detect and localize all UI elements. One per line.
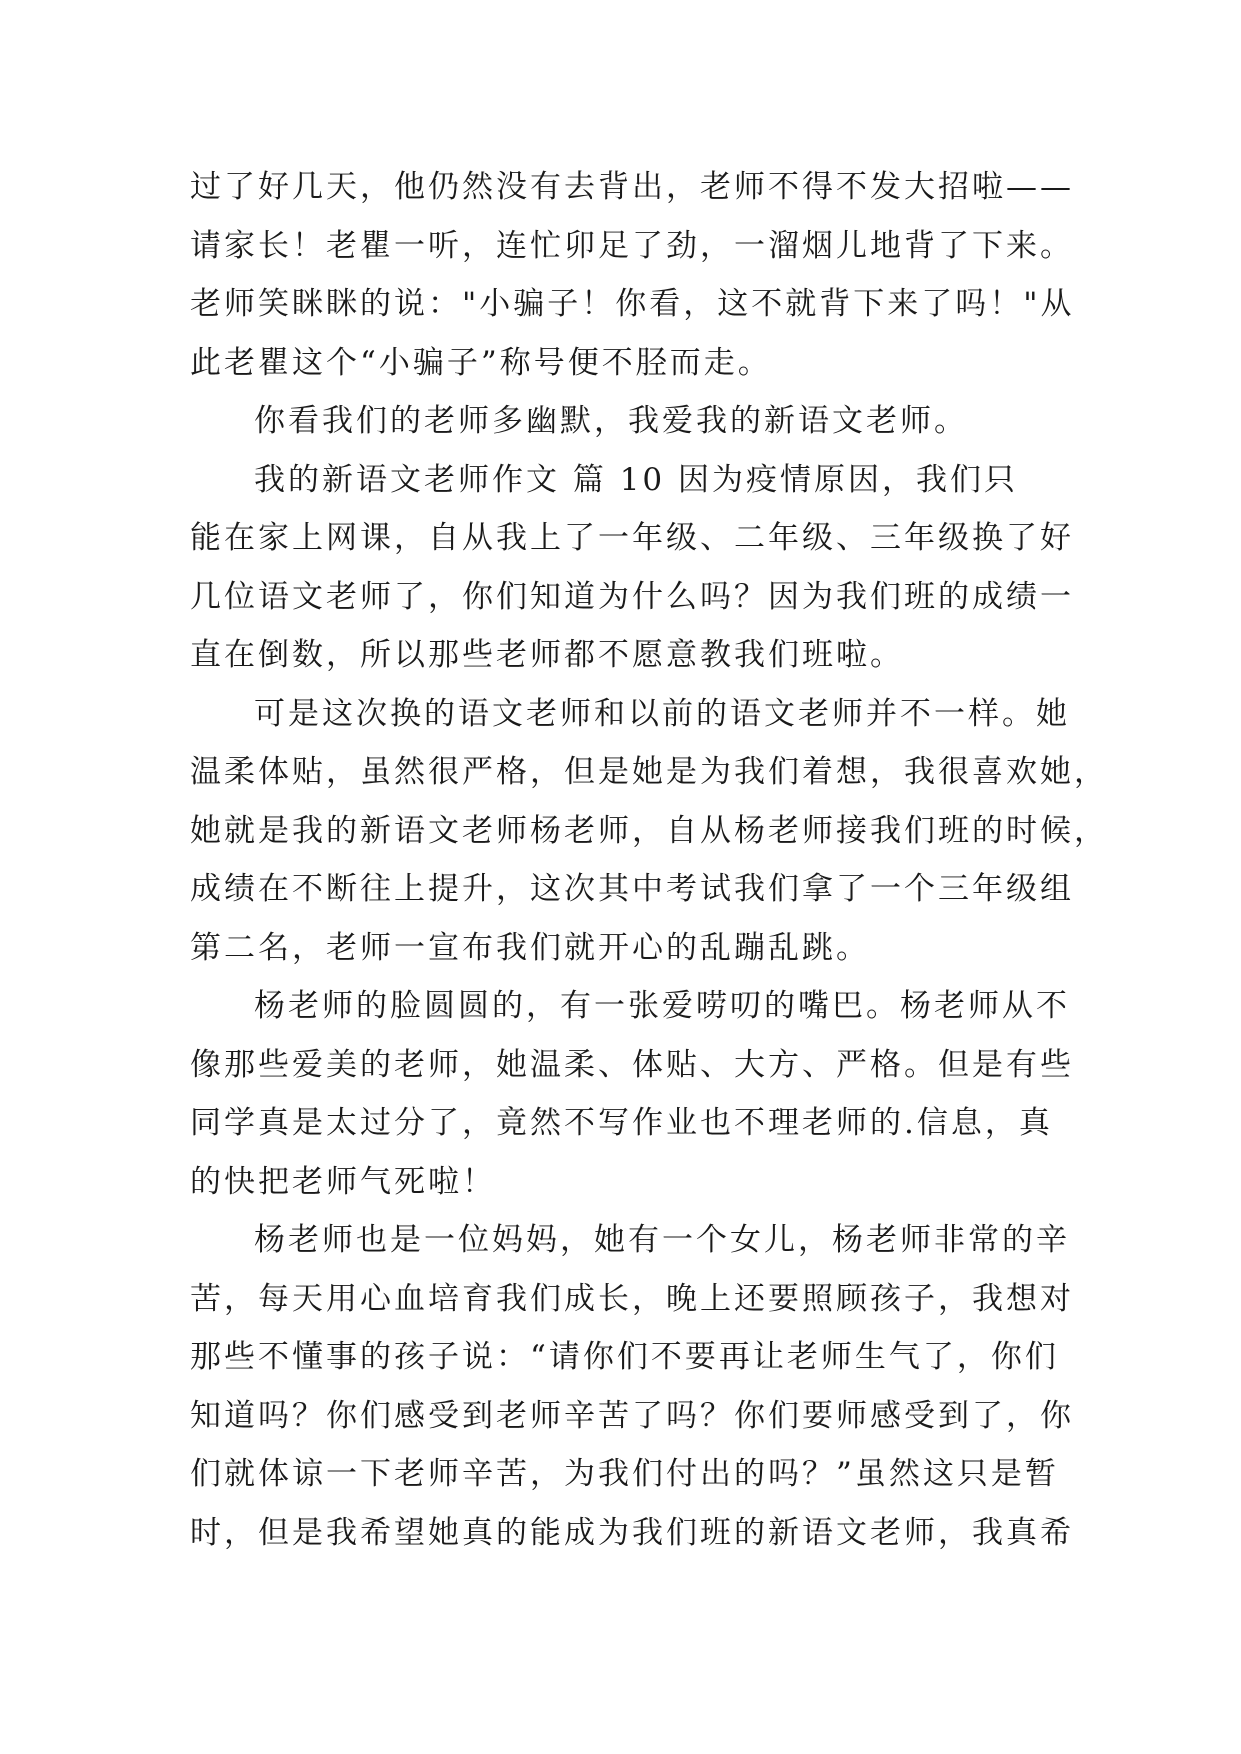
- text-line: 知道吗？你们感受到老师辛苦了吗？你们要师感受到了，你: [190, 1397, 1074, 1434]
- text-line: 时，但是我希望她真的能成为我们班的新语文老师，我真希: [190, 1514, 1074, 1551]
- text-line: 请家长！老瞿一听，连忙卯足了劲，一溜烟儿地背了下来。: [190, 227, 1074, 264]
- text-line: 温柔体贴，虽然很严格，但是她是为我们着想，我很喜欢她，: [190, 754, 1108, 790]
- text-line: 能在家上网课，自从我上了一年级、二年级、三年级换了好: [190, 520, 1074, 556]
- text-line: 杨老师也是一位妈妈，她有一个女儿，杨老师非常的辛: [254, 1222, 1070, 1258]
- text-line: 那些不懂事的孩子说：“请你们不要再让老师生气了，你们: [190, 1339, 1059, 1375]
- text-line: 几位语文老师了，你们知道为什么吗？因为我们班的成绩一: [190, 578, 1074, 615]
- text-line: 可是这次换的语文老师和以前的语文老师并不一样。她: [254, 695, 1070, 732]
- text-line: 苦，每天用心血培育我们成长，晚上还要照顾孩子，我想对: [190, 1280, 1074, 1317]
- text-line: 过了好几天，他仍然没有去背出，老师不得不发大招啦——: [190, 169, 1074, 205]
- text-line: 你看我们的老师多幽默，我爱我的新语文老师。: [254, 403, 968, 439]
- text-line: 的快把老师气死啦！: [190, 1163, 496, 1200]
- text-line: 像那些爱美的老师，她温柔、体贴、大方、严格。但是有些: [190, 1046, 1074, 1083]
- text-line: 同学真是太过分了，竟然不写作业也不理老师的.信息，真: [190, 1105, 1053, 1141]
- text-line: 此老瞿这个“小骗子”称号便不胫而走。: [190, 344, 772, 381]
- text-line: 杨老师的脸圆圆的，有一张爱唠叨的嘴巴。杨老师从不: [254, 988, 1070, 1024]
- section-heading-line: 我的新语文老师作文 篇 10 因为疫情原因，我们只: [254, 461, 1019, 498]
- text-line: 她就是我的新语文老师杨老师，自从杨老师接我们班的时候，: [190, 812, 1108, 849]
- text-line: 老师笑眯眯的说："小骗子！你看，这不就背下来了吗！"从: [190, 286, 1075, 322]
- text-line: 们就体谅一下老师辛苦，为我们付出的吗？”虽然这只是暂: [190, 1456, 1059, 1492]
- text-line: 第二名，老师一宣布我们就开心的乱蹦乱跳。: [190, 929, 870, 966]
- text-line: 成绩在不断往上提升，这次其中考试我们拿了一个三年级组: [190, 871, 1074, 907]
- text-line: 直在倒数，所以那些老师都不愿意教我们班啦。: [190, 637, 904, 673]
- article-body: [190, 158, 1108, 1562]
